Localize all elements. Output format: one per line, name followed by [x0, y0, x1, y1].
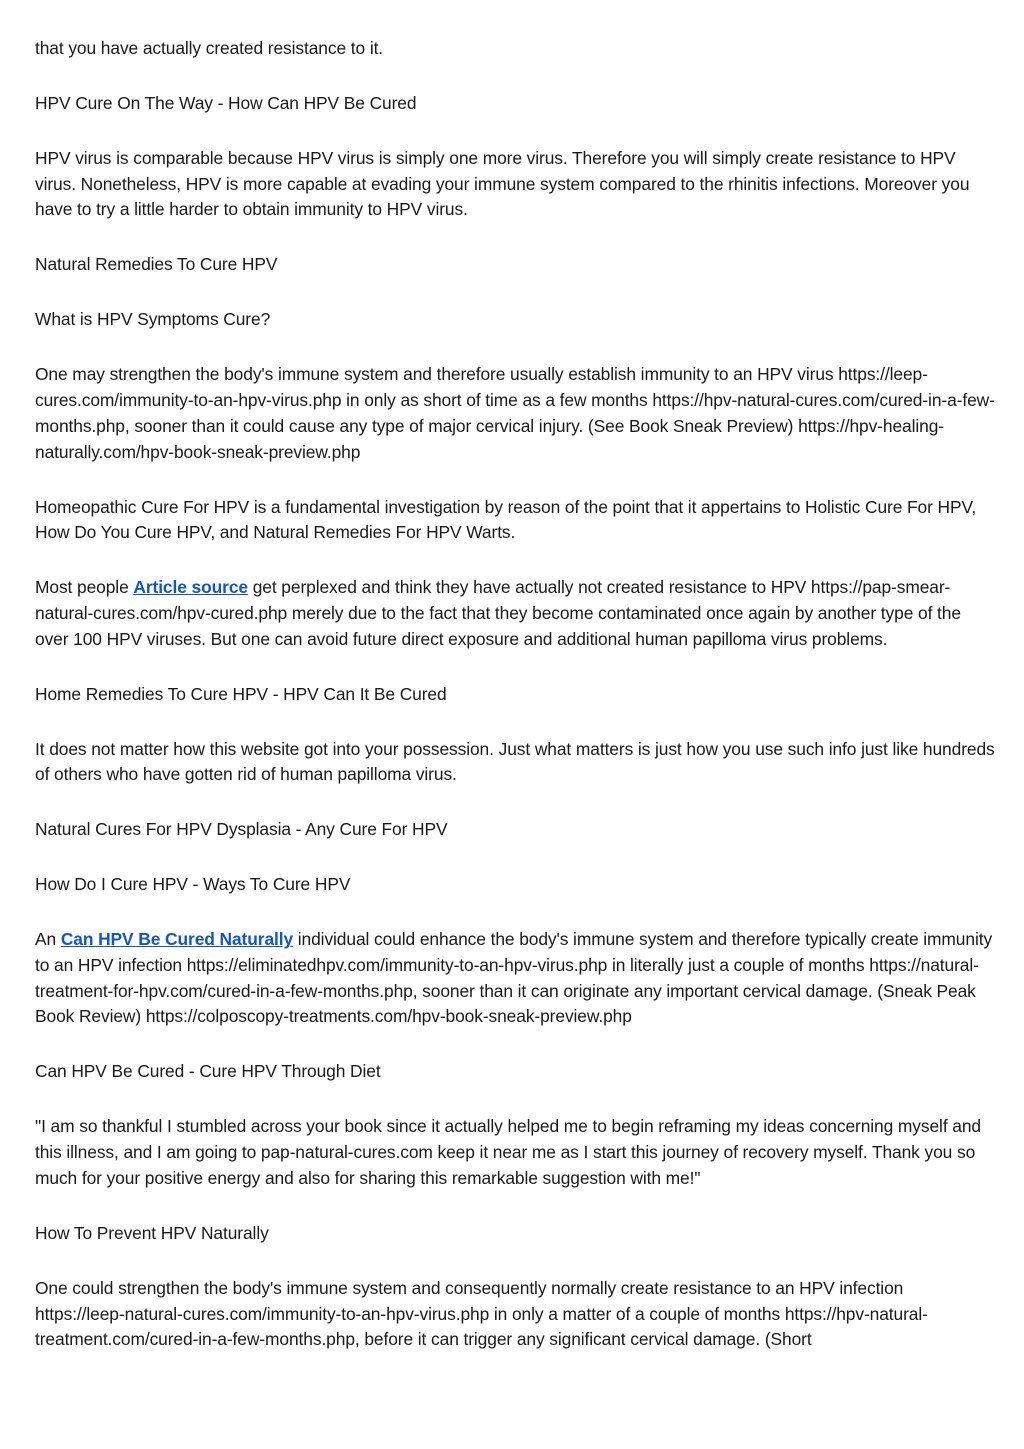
heading-how-do-i-cure: How Do I Cure HPV - Ways To Cure HPV: [35, 874, 351, 895]
heading-hpv-cure-on-the-way: HPV Cure On The Way - How Can HPV Be Cured: [35, 93, 417, 113]
paragraph-3: HPV virus is comparable because HPV virus is simply one more virus. Therefore you will simply create resistance to HPV virus. Nonetheless, HPV is more capable at evading your immune system compared to the rhinitis infections. Moreover you have to try a little harder to obtain immunity to HPV virus.: [35, 148, 970, 220]
paragraph-8: [35, 575, 997, 652]
paragraph-17: One could strengthen the body's immune system and consequently normally create resistance to an HPV infection https://leep-natural-cures.com/immunity-to-an-hpv-virus.php in only a matter of a couple of months https://hpv-natural-treatment.com/cured-in-a-few-months.php, before it can trigger any significant cervical damage. (Short: [35, 1277, 928, 1350]
heading-prevent-naturally: How To Prevent HPV Naturally: [35, 1222, 269, 1243]
article-source-link[interactable]: Article source: [133, 577, 248, 598]
heading-natural-remedies: Natural Remedies To Cure HPV: [35, 254, 278, 275]
paragraph-6: One may strengthen the body's immune system and therefore usually establish immunity to an HPV virus https://leep-cures.com/immunity-to-an-hpv-virus.php in only as short of time as a few months https://hpv-natural-cures.com/cured-in-a-few-months.php, sooner than it could cause any type of major cervical injury. (See Book Sneak Preview) https://hpv-healing-naturally.com/hpv-book-sneak-preview.php: [35, 364, 995, 462]
heading-through-diet: Can HPV Be Cured - Cure HPV Through Diet: [35, 1061, 381, 1082]
paragraph-1: that you have actually created resistance to it.: [35, 38, 384, 58]
heading-dysplasia: Natural Cures For HPV Dysplasia - Any Cure For HPV: [35, 819, 448, 840]
heading-home-remedies: Home Remedies To Cure HPV - HPV Can It Be Cured: [35, 683, 447, 704]
paragraph-7: Homeopathic Cure For HPV is a fundamental investigation by reason of the point that it appertains to Holistic Cure For HPV, How Do You Cure HPV, and Natural Remedies For HPV Warts.: [35, 496, 977, 543]
can-hpv-be-cured-naturally-link[interactable]: Can HPV Be Cured Naturally: [60, 929, 294, 950]
document-body: [35, 36, 997, 1382]
paragraph-13: [35, 927, 997, 1030]
paragraph-13-text-before: An: [35, 929, 61, 950]
heading-symptoms-cure: What is HPV Symptoms Cure?: [35, 309, 271, 330]
paragraph-8-text-after: get perplexed and think they have actually not created resistance to HPV https://pap-smear-natural-cures.com/hpv-cured.php merely due to the fact that they become contaminated once again by another type of the over 100 HPV viruses. But one can avoid future direct exposure and additional human papilloma virus problems.: [35, 577, 961, 649]
paragraph-8-text-before: Most people: [35, 577, 134, 598]
paragraph-13-text-after: individual could enhance the body's immune system and therefore typically create immunity to an HPV infection https://eliminatedhpv.com/immunity-to-an-hpv-virus.php in literally just a couple of months https://natural-treatment-for-hpv.com/cured-in-a-few-months.php, sooner than it can originate any important cervical damage. (Sneak Peak Book Review) https://colposcopy-treatments.com/hpv-book-sneak-preview.php: [35, 929, 993, 1027]
testimonial-quote: "I am so thankful I stumbled across your book since it actually helped me to begin reframing my ideas concerning myself and this illness, and I am going to pap-natural-cures.com keep it near me as I start this journey of recovery myself. Thank you so much for your positive energy and also for sharing this remarkable suggestion with me!": [35, 1116, 982, 1188]
paragraph-10: It does not matter how this website got into your possession. Just what matters is just how you use such info just like hundreds of others who have gotten rid of human papilloma virus.: [35, 738, 995, 785]
